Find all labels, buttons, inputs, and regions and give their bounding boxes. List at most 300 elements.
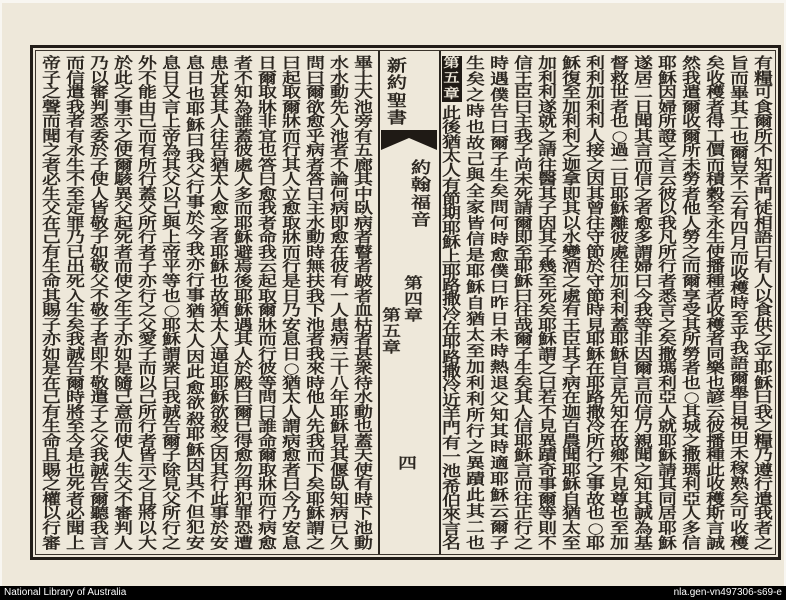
glyph: 子 (90, 402, 110, 421)
glyph: 而 (682, 257, 702, 276)
glyph: 愈 (330, 228, 350, 247)
glyph: 婦 (634, 257, 654, 276)
glyph: 乃 (282, 504, 302, 523)
glyph: 利 (466, 374, 486, 392)
glyph: 恐 (234, 519, 254, 537)
glyph: 於 (90, 141, 110, 160)
glyph: 爾 (634, 359, 654, 378)
glyph: 之 (754, 533, 774, 552)
glyph: 其 (730, 99, 750, 117)
glyph: 行 (586, 446, 606, 465)
glyph: 穌 (234, 301, 254, 320)
glyph: 敬 (90, 373, 110, 392)
glyph: 五 (443, 71, 461, 87)
glyph: 其 (466, 502, 486, 520)
glyph: 穫 (706, 489, 726, 508)
glyph: 彼 (658, 184, 678, 203)
glyph: 在 (42, 213, 62, 232)
glyph: 穌 (210, 388, 230, 407)
glyph: 亦 (138, 271, 158, 290)
glyph: 告 (66, 359, 86, 378)
glyph: 云 (490, 502, 510, 520)
glyph: 同 (706, 344, 726, 363)
glyph: 時 (354, 489, 374, 508)
glyph: 見 (330, 431, 350, 450)
chapter-label-left (382, 308, 402, 354)
glyph: 哉 (514, 315, 534, 334)
glyph: 言 (442, 519, 462, 538)
glyph: 時 (490, 230, 510, 248)
glyph: 播 (706, 431, 726, 450)
glyph: 謂 (538, 344, 558, 363)
glyph: 第 (404, 274, 424, 292)
glyph: 書 (386, 107, 408, 127)
glyph: 其 (234, 330, 254, 349)
glyph: 行 (138, 286, 158, 305)
glyph: 非 (634, 330, 654, 349)
glyph: 矣 (490, 182, 510, 200)
glyph: 告 (90, 475, 110, 494)
glyph: 利 (562, 112, 582, 131)
glyph: 告 (162, 417, 182, 436)
glyph: 以 (138, 519, 158, 537)
glyph: 耶 (162, 315, 182, 334)
glyph: 變 (562, 242, 582, 261)
glyph: 乃 (90, 54, 110, 72)
glyph: 即 (514, 228, 534, 247)
glyph: 子 (90, 315, 110, 334)
glyph: 乎 (754, 344, 774, 363)
glyph: 穀 (706, 184, 726, 203)
glyph: 行 (138, 417, 158, 436)
glyph: 積 (706, 170, 726, 189)
glyph: 爾 (258, 446, 278, 465)
glyph: 我 (514, 126, 534, 145)
glyph: 耶 (538, 315, 558, 334)
glyph: 因 (186, 347, 206, 366)
glyph: 誠 (162, 402, 182, 421)
glyph: 爾 (682, 97, 702, 116)
glyph: 加 (466, 358, 486, 376)
glyph: 種 (706, 446, 726, 465)
glyph: 罪 (234, 504, 254, 523)
glyph: 云 (258, 257, 278, 276)
glyph: 而 (706, 155, 726, 174)
glyph: 上 (442, 247, 462, 266)
item-id: nla.gen-vn497306-s69-e (673, 587, 782, 598)
book-title (387, 58, 407, 126)
glyph: 爾 (258, 68, 278, 87)
glyph: 至 (730, 309, 750, 327)
glyph: 息 (282, 330, 302, 349)
glyph: 路 (442, 347, 462, 366)
glyph: 曰 (754, 388, 774, 407)
glyph: 殿 (234, 373, 254, 392)
glyph: 者 (306, 155, 326, 174)
glyph: 信 (634, 170, 654, 189)
glyph: 欲 (186, 394, 206, 413)
glyph: 池 (330, 126, 350, 145)
glyph: 父 (138, 315, 158, 334)
glyph: 糧 (754, 68, 774, 87)
glyph: 五 (382, 322, 402, 340)
glyph: 殺 (186, 409, 206, 428)
glyph: 冷 (586, 417, 606, 436)
glyph: 取 (258, 286, 278, 305)
glyph: 殺 (210, 417, 230, 436)
glyph: 處 (562, 286, 582, 305)
glyph: 種 (706, 271, 726, 290)
glyph: 往 (610, 257, 630, 276)
glyph: 犯 (186, 518, 206, 537)
glyph: 聞 (42, 126, 62, 145)
glyph: 使 (114, 141, 134, 160)
glyph: 於 (114, 54, 134, 72)
glyph: 聞 (562, 446, 582, 465)
glyph: 死 (114, 228, 134, 247)
glyph: 時 (306, 242, 326, 261)
glyph: 爾 (282, 97, 302, 116)
glyph: 故 (586, 489, 606, 508)
glyph: 行 (658, 257, 678, 276)
glyph: 之 (586, 460, 606, 479)
glyph: 子 (90, 228, 110, 247)
glyph: 猶 (562, 504, 582, 523)
glyph: 病 (282, 431, 302, 450)
glyph: 聞 (634, 112, 654, 131)
glyph: 猶 (442, 132, 462, 151)
glyph: 者 (90, 330, 110, 349)
glyph: 收 (730, 519, 750, 537)
glyph: 自 (610, 359, 630, 378)
glyph: 已 (234, 417, 254, 436)
glyph: 之 (538, 359, 558, 378)
glyph: 謂 (162, 344, 182, 363)
glyph: 矣 (658, 330, 678, 349)
glyph: 衆 (354, 359, 374, 378)
glyph: 不 (90, 359, 110, 378)
glyph: 曰 (306, 184, 326, 203)
glyph: 即 (562, 184, 582, 203)
glyph: 欲 (306, 97, 326, 116)
glyph: 權 (42, 489, 62, 508)
glyph: 月 (730, 234, 750, 252)
glyph: ○ (611, 126, 629, 145)
glyph: 因 (538, 213, 558, 232)
glyph: 至 (562, 83, 582, 102)
glyph: 之 (114, 126, 134, 145)
glyph: 之 (634, 184, 654, 203)
glyph: 人 (682, 213, 702, 232)
glyph: 時 (66, 388, 86, 407)
glyph: 誰 (258, 417, 278, 436)
glyph: 爾 (514, 330, 534, 349)
glyph: 之 (42, 141, 62, 160)
glyph: 答 (258, 155, 278, 174)
glyph: 穌 (658, 446, 678, 465)
glyph: 耶 (586, 330, 606, 349)
glyph: 得 (706, 112, 726, 131)
glyph: 者 (354, 330, 374, 349)
glyph: 多 (634, 228, 654, 247)
glyph: 病 (562, 373, 582, 392)
glyph: 下 (354, 504, 374, 523)
glyph: 爾 (234, 402, 254, 421)
glyph: 池 (354, 519, 374, 537)
glyph: 行 (138, 170, 158, 189)
glyph: 子 (490, 150, 510, 168)
glyph: 在 (562, 388, 582, 407)
glyph: 先 (610, 388, 630, 407)
glyph: 我 (754, 402, 774, 421)
glyph: 五 (354, 141, 374, 160)
glyph: 之 (562, 141, 582, 160)
glyph: 穫 (706, 83, 726, 102)
glyph: 言 (634, 141, 654, 160)
glyph: 者 (754, 170, 774, 189)
glyph: 二 (634, 83, 654, 102)
glyph: 穌 (658, 533, 678, 552)
glyph: 之 (538, 126, 558, 145)
glyph: 而 (634, 388, 654, 407)
glyph: 動 (306, 228, 326, 247)
glyph: 往 (210, 126, 230, 145)
glyph: 城 (682, 417, 702, 436)
glyph: 今 (66, 431, 86, 450)
glyph: 起 (114, 213, 134, 232)
glyph: 遣 (90, 388, 110, 407)
glyph: 來 (306, 359, 326, 378)
glyph: 利 (586, 97, 606, 116)
glyph: ○ (683, 388, 701, 407)
glyph: 我 (306, 344, 326, 363)
glyph: 曰 (538, 373, 558, 392)
glyph: 曰 (490, 278, 510, 296)
glyph: 新 (386, 56, 408, 75)
glyph: 敬 (90, 301, 110, 320)
glyph: 死 (66, 475, 86, 494)
glyph: 而 (730, 249, 750, 267)
glyph: 者 (634, 199, 654, 218)
glyph: 多 (234, 184, 254, 203)
glyph: 為 (234, 97, 254, 116)
glyph: 曰 (514, 97, 534, 116)
glyph: 誠 (90, 460, 110, 479)
glyph: 而 (282, 126, 302, 145)
glyph: 信 (466, 230, 486, 248)
glyph: 子 (138, 344, 158, 363)
glyph: 不 (754, 141, 774, 160)
glyph: 也 (354, 417, 374, 436)
glyph: 穌 (466, 278, 486, 296)
glyph: 猶 (186, 301, 206, 320)
glyph: 我 (682, 68, 702, 87)
glyph: 利 (466, 390, 486, 408)
glyph: 熟 (730, 474, 750, 492)
glyph: 起 (258, 271, 278, 290)
glyph: 皆 (90, 199, 110, 218)
glyph: 穌 (538, 330, 558, 349)
glyph: 至 (538, 271, 558, 290)
glyph: 處 (234, 155, 254, 174)
glyph: 二 (610, 155, 630, 174)
glyph: 者 (42, 155, 62, 174)
glyph: 宜 (258, 126, 278, 145)
glyph: 利 (610, 301, 630, 320)
glyph: 蓋 (354, 431, 374, 450)
glyph: 立 (282, 184, 302, 203)
glyph: 離 (610, 213, 630, 232)
glyph: 穌 (186, 440, 206, 459)
glyph: 利 (538, 68, 558, 87)
glyph: 我 (306, 286, 326, 305)
glyph: 以 (42, 504, 62, 523)
glyph: 此 (706, 460, 726, 479)
glyph: 待 (354, 373, 374, 392)
glyph: 就 (538, 112, 558, 131)
glyph: 其 (538, 184, 558, 203)
glyph: 父 (90, 431, 110, 450)
glyph: 己 (114, 388, 134, 407)
glyph: 自 (562, 489, 582, 508)
glyph: 子 (90, 155, 110, 174)
glyph: 悉 (90, 112, 110, 131)
glyph: 云 (730, 189, 750, 207)
glyph: 誰 (234, 112, 254, 131)
glyph: 曰 (282, 475, 302, 494)
glyph: 我 (730, 339, 750, 357)
glyph: 利 (586, 54, 606, 72)
glyph: 入 (330, 112, 350, 131)
glyph: 信 (682, 533, 702, 552)
glyph: 命 (258, 228, 278, 247)
glyph: 而 (138, 359, 158, 378)
glyph: 後 (234, 271, 254, 290)
glyph: 命 (42, 431, 62, 450)
glyph: 遭 (234, 533, 254, 552)
glyph: 行 (42, 519, 62, 537)
glyph: 利 (658, 373, 678, 392)
glyph: 今 (282, 489, 302, 508)
glyph: 與 (466, 166, 486, 184)
glyph: 息 (162, 54, 182, 72)
glyph: 人 (210, 184, 230, 203)
glyph: 牀 (258, 315, 278, 334)
glyph: 問 (258, 388, 278, 407)
glyph: 未 (490, 326, 510, 344)
glyph: 事 (186, 193, 206, 212)
glyph: 使 (706, 242, 726, 261)
glyph: 臥 (330, 475, 350, 494)
glyph: 子 (114, 315, 134, 334)
glyph: 曰 (754, 242, 774, 261)
glyph: 受 (682, 301, 702, 320)
glyph: 子 (490, 534, 510, 552)
gospel-title (411, 160, 431, 228)
glyph: 安 (282, 315, 302, 334)
glyph: 收 (730, 264, 750, 282)
glyph: 平 (162, 257, 182, 276)
glyph: 聲 (42, 97, 62, 116)
glyph: 故 (210, 286, 230, 305)
glyph: 有 (42, 402, 62, 421)
glyph: 如 (90, 242, 110, 261)
glyph: 病 (330, 330, 350, 349)
glyph: 生 (114, 301, 134, 320)
glyph: 枯 (354, 315, 374, 334)
glyph: 所 (138, 402, 158, 421)
glyph: 士 (354, 68, 374, 87)
glyph: 鄉 (610, 446, 630, 465)
glyph: 穌 (562, 475, 582, 494)
glyph: 守 (586, 271, 606, 290)
glyph: 耶 (306, 489, 326, 508)
glyph: 之 (682, 431, 702, 450)
glyph: 而 (634, 155, 654, 174)
glyph: 有 (730, 204, 750, 222)
glyph: 以 (90, 68, 110, 87)
glyph: 百 (562, 417, 582, 436)
glyph: 亞 (658, 388, 678, 407)
glyph: 者 (306, 330, 326, 349)
glyph: 其 (330, 446, 350, 465)
glyph: 年 (330, 388, 350, 407)
glyph: 已 (330, 519, 350, 537)
glyph: 加 (610, 271, 630, 290)
glyph: 正 (514, 504, 534, 523)
glyph: 如 (42, 344, 62, 363)
glyph: 己 (138, 112, 158, 131)
glyph: 爾 (66, 373, 86, 392)
glyph: 親 (634, 431, 654, 450)
glyph: 行 (466, 422, 486, 440)
glyph: 蓋 (610, 315, 630, 334)
glyph: 僕 (490, 262, 510, 280)
glyph: 信 (66, 68, 86, 87)
glyph: 有 (754, 257, 774, 276)
glyph: 者 (282, 460, 302, 479)
glyph: 判 (114, 519, 134, 537)
glyph: 就 (658, 417, 678, 436)
glyph: 禾 (730, 444, 750, 462)
glyph: 而 (42, 112, 62, 131)
glyph: 我 (186, 146, 206, 165)
glyph: 子 (42, 68, 62, 87)
glyph: 至 (562, 533, 582, 552)
glyph: 水 (330, 68, 350, 87)
glyph: 是 (282, 271, 302, 290)
glyph: 子 (514, 141, 534, 160)
glyph: 者 (330, 141, 350, 160)
glyph: 之 (466, 438, 486, 456)
glyph: 曰 (162, 373, 182, 392)
glyph: 收 (706, 68, 726, 87)
glyph: 日 (162, 68, 182, 87)
glyph: 尊 (610, 489, 630, 508)
glyph: 遣 (754, 489, 774, 508)
glyph: 矣 (466, 70, 486, 88)
glyph: 在 (586, 359, 606, 378)
glyph: 以 (658, 199, 678, 218)
glyph: 愈 (634, 213, 654, 232)
glyph: 同 (658, 489, 678, 508)
glyph: 再 (234, 475, 254, 494)
glyph: 甚 (354, 344, 374, 363)
glyph: 之 (514, 533, 534, 552)
glyph: 謂 (282, 417, 302, 436)
glyph: 愈 (210, 199, 230, 218)
glyph: 言 (634, 373, 654, 392)
